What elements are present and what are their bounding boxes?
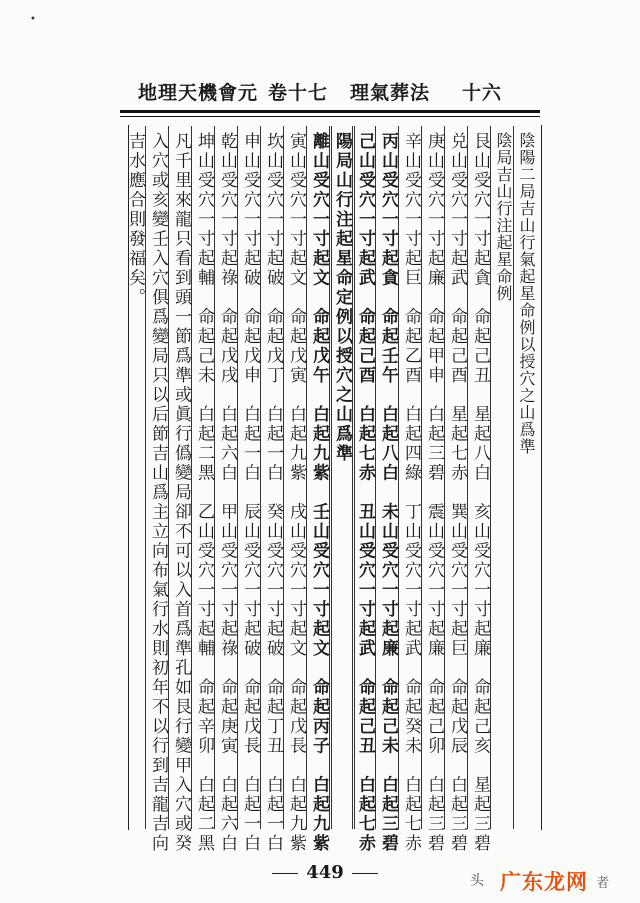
text-column: 丙山受穴一寸起貪 命起壬午 白起八白 未山受穴一寸起廉 命起己未 白起三碧 [378,132,398,854]
text-column: 陽局山行注起星命定例以授穴之山爲準 [332,132,352,464]
text-column: 乾山受穴一寸起祿 命起戊戌 白起六白 甲山受穴一寸起祿 命起庚寅 白起六白 [217,132,237,854]
text-column: 離山受穴一寸起文 命起戊午 白起九紫 壬山受穴一寸起文 命起丙子 白起九紫 [309,132,329,854]
column-divider [145,126,146,829]
column-divider [260,126,261,829]
text-column: 陰局吉山行注起星命例 [494,132,513,302]
paper-speck: • [30,14,36,25]
page-footer [240,862,410,883]
running-header [120,72,540,106]
page-number: 449 [306,862,344,883]
footer-dash-right [352,873,378,874]
text-column: 兑山受穴一寸起武 命起己酉 星起七赤 巽山受穴一寸起巨 命起戊辰 白起三碧 [447,132,467,854]
footer-dash-left [272,873,298,874]
book-title: 地理天機會元 [138,82,259,104]
text-column: 陰陽二局吉山行氣起星命例以授穴之山爲準 [517,132,536,455]
text-column: 寅山受穴一寸起文 命起戊寅 白起九紫 戌山受穴一寸起文 命起戊長 白起九紫 [286,132,306,854]
chapter-title: 理氣葬法 [350,82,431,104]
column-divider [306,126,307,829]
column-divider [329,126,332,829]
text-column: 庚山受穴一寸起廉 命起甲申 白起三碧 震山受穴一寸起廉 命起己卯 白起三碧 [424,132,444,854]
column-divider [352,126,355,829]
column-divider [237,126,238,829]
column-divider [398,126,399,829]
watermark-logo: 广东龙网 [500,870,588,894]
text-column: 辛山受穴一寸起巨 命起乙酉 白起四綠 丁山受穴一寸起武 命起癸未 白起七赤 [401,132,421,854]
column-divider [490,126,491,829]
text-column: 己山受穴一寸起武 命起己酉 白起七赤 丑山受穴一寸起武 命起己丑 白起七赤 [355,132,375,854]
column-divider [444,126,445,829]
column-divider [375,126,376,829]
text-column: 入穴或亥變壬入穴俱爲變局只以后節吉山爲主立向布氣行水則初年不以行到吉龍吉向 [148,132,168,854]
text-column: 吉水應合則發福矣。 [125,132,145,308]
column-divider [168,126,169,829]
text-column: 艮山受穴一寸起貪 命起己丑 星起八白 亥山受穴一寸起廉 命起己亥 星起三碧 [470,132,490,854]
volume-label: 卷十七 [268,82,329,104]
watermark-prefix: 头 [470,873,484,889]
column-divider [467,126,468,829]
text-column: 坤山受穴一寸起輔 命起己未 白起二黑 乙山受穴一寸起輔 命起辛卯 白起二黑 [194,132,214,854]
header-rule-thin [120,116,540,117]
column-divider [421,126,422,829]
column-divider [191,126,192,829]
column-divider [214,126,215,829]
header-page-label: 十六 [462,82,503,104]
watermark-suffix: 者 [596,876,610,891]
text-column: 坎山受穴一寸起破 命起戊丁 白起一白 癸山受穴一寸起破 命起丁丑 白起一白 [263,132,283,854]
header-rule [120,110,540,113]
column-divider [513,126,514,829]
text-column: 申山受穴一寸起破 命起戊申 白起一白 辰山受穴一寸起破 命起戊長 白起一白 [240,132,260,854]
text-column: 凡千里來龍只看到頭一節爲準或眞行僞變局卻不可以入首爲準孔如艮行變甲入穴或癸 [171,132,191,854]
column-divider [283,126,284,829]
